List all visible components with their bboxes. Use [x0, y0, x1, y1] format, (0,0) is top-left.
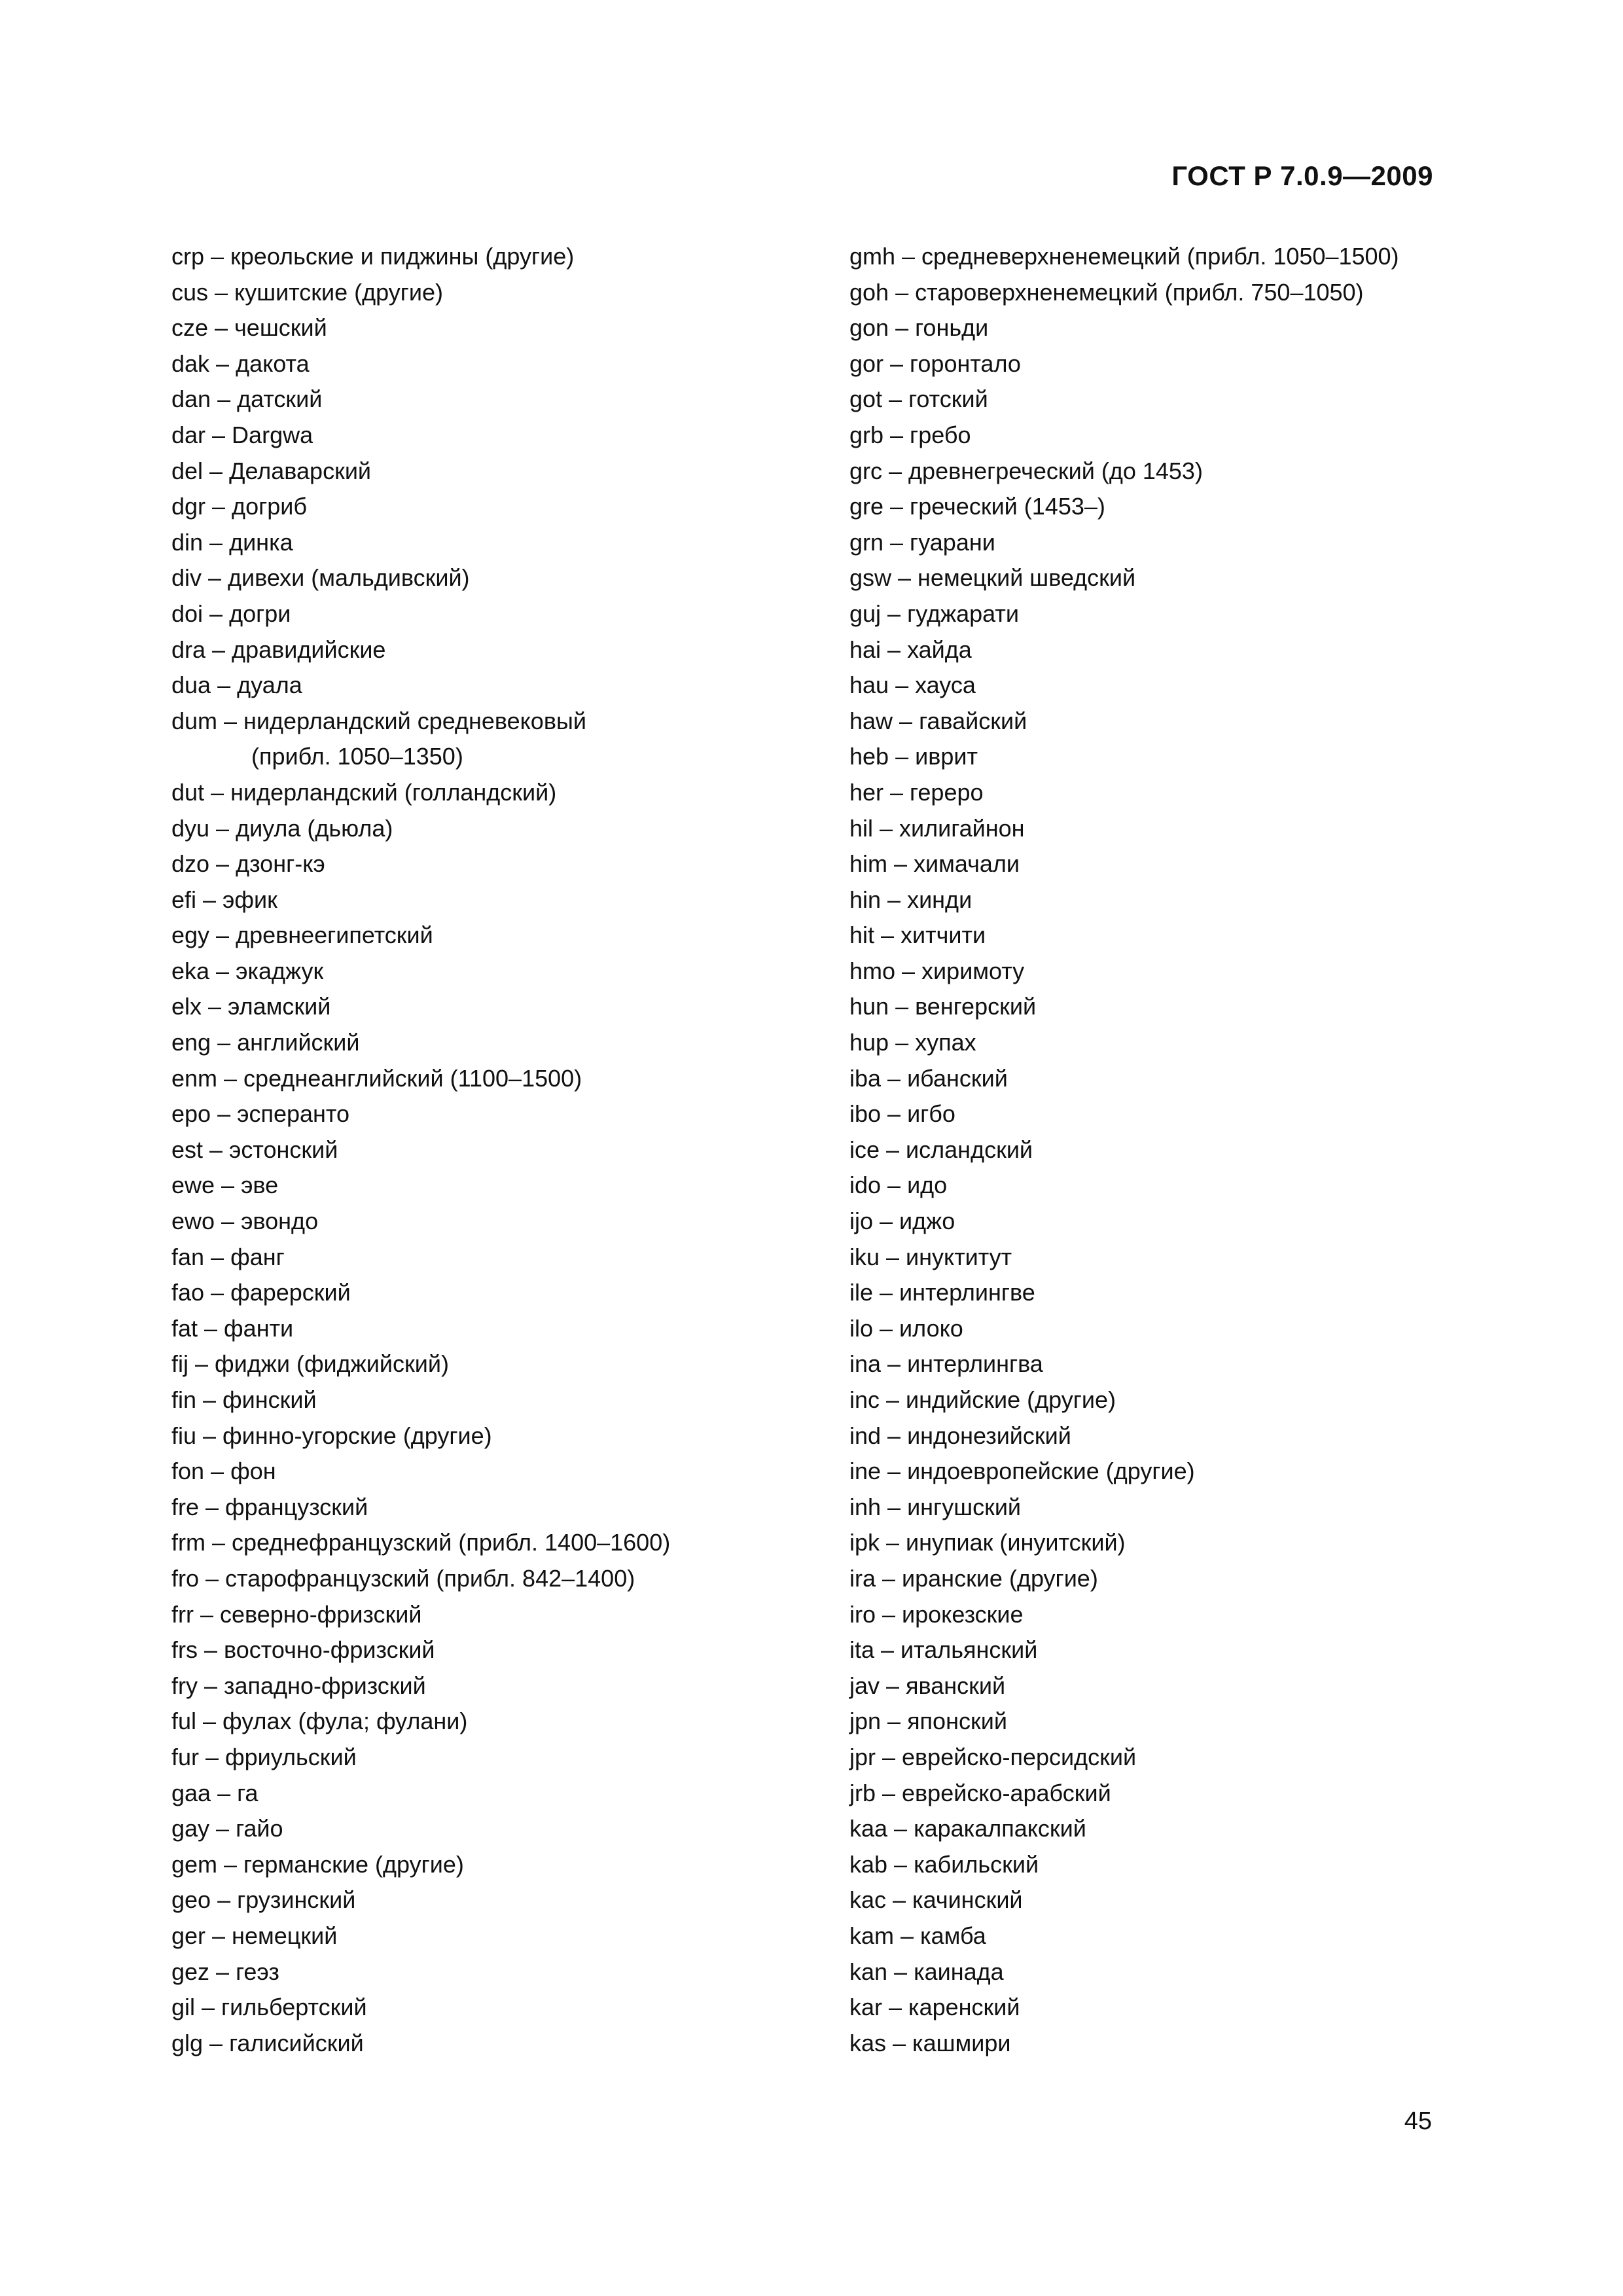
list-item: goh – староверхненемецкий (прибл. 750–1050) [849, 278, 1364, 306]
list-item: kan – каинада [849, 1958, 1004, 1985]
document-header: ГОСТ Р 7.0.9—2009 [1171, 160, 1433, 191]
list-item: ibo – игбо [849, 1100, 955, 1128]
list-item: hil – хилигайнон [849, 814, 1025, 842]
page-number: 45 [1404, 2108, 1432, 2135]
list-item: gor – горонтало [849, 350, 1021, 377]
list-item: dra – дравидийские [171, 636, 386, 663]
list-item: ger – немецкий [171, 1922, 338, 1949]
list-item: heb – иврит [849, 743, 978, 770]
list-item: ewo – эвондо [171, 1208, 319, 1235]
list-item: ile – интерлингве [849, 1279, 1035, 1306]
list-item: doi – догри [171, 600, 291, 627]
list-item: frm – среднефранцузский (прибл. 1400–1600) [171, 1529, 671, 1556]
list-item: ful – фулах (фула; фулани) [171, 1708, 468, 1735]
list-item: haw – гавайский [849, 707, 1027, 734]
list-item: dan – датский [171, 386, 323, 413]
list-item: enm – среднеанглийский (1100–1500) [171, 1064, 582, 1092]
list-item: fre – французский [171, 1493, 368, 1520]
list-item-continuation: (прибл. 1050–1350) [251, 743, 463, 770]
list-item: kac – качинский [849, 1886, 1023, 1914]
list-item: del – Делаварский [171, 457, 372, 484]
list-item: eka – экаджук [171, 957, 324, 984]
list-item: ijo – иджо [849, 1208, 955, 1235]
list-item: dzo – дзонг-кэ [171, 850, 325, 878]
list-item: geo – грузинский [171, 1886, 356, 1914]
list-item: dar – Dargwa [171, 421, 313, 448]
list-item: ira – иранские (другие) [849, 1564, 1098, 1592]
list-item: fon – фон [171, 1458, 276, 1485]
list-item: cze – чешский [171, 314, 327, 342]
list-item: epo – эсперанто [171, 1100, 350, 1128]
list-item: guj – гуджарати [849, 600, 1019, 627]
list-item: dyu – диула (дьюла) [171, 814, 393, 842]
right-column [849, 239, 1471, 2061]
list-item: egy – древнеегипетский [171, 922, 433, 949]
list-item: gez – геэз [171, 1958, 279, 1985]
list-item: jav – яванский [849, 1672, 1006, 1699]
list-item: hai – хайда [849, 636, 972, 663]
list-item: gem – германские (другие) [171, 1850, 464, 1878]
list-item: ilo – илоко [849, 1314, 963, 1342]
list-item: got – готский [849, 386, 988, 413]
list-item: efi – эфик [171, 886, 277, 913]
list-item: cus – кушитские (другие) [171, 278, 444, 306]
list-item: fro – старофранцузский (прибл. 842–1400) [171, 1564, 635, 1592]
list-item: fur – фриульский [171, 1743, 357, 1770]
list-item: ita – итальянский [849, 1636, 1038, 1664]
list-item: ice – исландский [849, 1136, 1033, 1163]
list-item: gay – гайо [171, 1815, 283, 1842]
list-item: dut – нидерландский (голландский) [171, 778, 557, 806]
list-item: ind – индонезийский [849, 1422, 1071, 1449]
list-item: frs – восточно-фризский [171, 1636, 435, 1664]
list-item: gmh – средневерхненемецкий (прибл. 1050–1500) [849, 243, 1399, 270]
list-item: fin – финский [171, 1386, 317, 1413]
list-item: hmo – хиримоту [849, 957, 1025, 984]
list-item: dua – дуала [171, 672, 302, 699]
list-item: grn – гуарани [849, 528, 995, 556]
list-item: jrb – еврейско-арабский [849, 1779, 1111, 1806]
list-item: fao – фарерский [171, 1279, 351, 1306]
list-item: jpr – еврейско-персидский [849, 1743, 1137, 1770]
list-item: iba – ибанский [849, 1064, 1008, 1092]
list-item: kar – каренский [849, 1994, 1020, 2021]
list-item: kab – кабильский [849, 1850, 1039, 1878]
list-item: him – химачали [849, 850, 1020, 878]
list-item: dum – нидерландский средневековый [171, 707, 586, 734]
list-item: her – гереро [849, 778, 984, 806]
list-item: gre – греческий (1453–) [849, 493, 1105, 520]
list-item: frr – северно-фризский [171, 1600, 422, 1628]
list-item: grb – гребо [849, 421, 971, 448]
list-item: iku – инуктитут [849, 1243, 1012, 1270]
list-item: gil – гильбертский [171, 1994, 367, 2021]
list-item: glg – галисийский [171, 2029, 364, 2056]
list-item: gon – гоньди [849, 314, 989, 342]
list-item: fry – западно-фризский [171, 1672, 426, 1699]
list-item: hit – хитчити [849, 922, 986, 949]
list-item: hun – венгерский [849, 993, 1037, 1020]
list-item: ine – индоевропейские (другие) [849, 1458, 1195, 1485]
list-item: inc – индийские (другие) [849, 1386, 1116, 1413]
list-item: jpn – японский [849, 1708, 1007, 1735]
list-item: ipk – инупиак (инуитский) [849, 1529, 1126, 1556]
list-item: kam – камба [849, 1922, 986, 1949]
list-item: div – дивехи (мальдивский) [171, 564, 470, 592]
list-item: est – эстонский [171, 1136, 338, 1163]
list-item: kaa – каракалпакский [849, 1815, 1086, 1842]
list-item: eng – английский [171, 1029, 360, 1056]
list-item: fiu – финно-угорские (другие) [171, 1422, 492, 1449]
list-item: elx – эламский [171, 993, 331, 1020]
list-item: hau – хауса [849, 672, 976, 699]
list-item: hin – хинди [849, 886, 972, 913]
list-item: dgr – догриб [171, 493, 307, 520]
list-item: ewe – эве [171, 1172, 279, 1199]
list-item: fan – фанг [171, 1243, 285, 1270]
left-column [171, 239, 826, 2061]
list-item: ido – идо [849, 1172, 948, 1199]
list-item: gaa – га [171, 1779, 259, 1806]
list-item: dak – дакота [171, 350, 310, 377]
list-item: ina – интерлингва [849, 1350, 1043, 1378]
list-item: grc – древнегреческий (до 1453) [849, 457, 1203, 484]
list-item: gsw – немецкий шведский [849, 564, 1136, 592]
list-item: din – динка [171, 528, 293, 556]
list-item: fij – фиджи (фиджийский) [171, 1350, 449, 1378]
list-item: iro – ирокезские [849, 1600, 1024, 1628]
list-item: hup – хупах [849, 1029, 976, 1056]
list-item: fat – фанти [171, 1314, 294, 1342]
list-item: crp – креольские и пиджины (другие) [171, 243, 575, 270]
list-item: inh – ингушский [849, 1493, 1022, 1520]
list-item: kas – кашмири [849, 2029, 1011, 2056]
